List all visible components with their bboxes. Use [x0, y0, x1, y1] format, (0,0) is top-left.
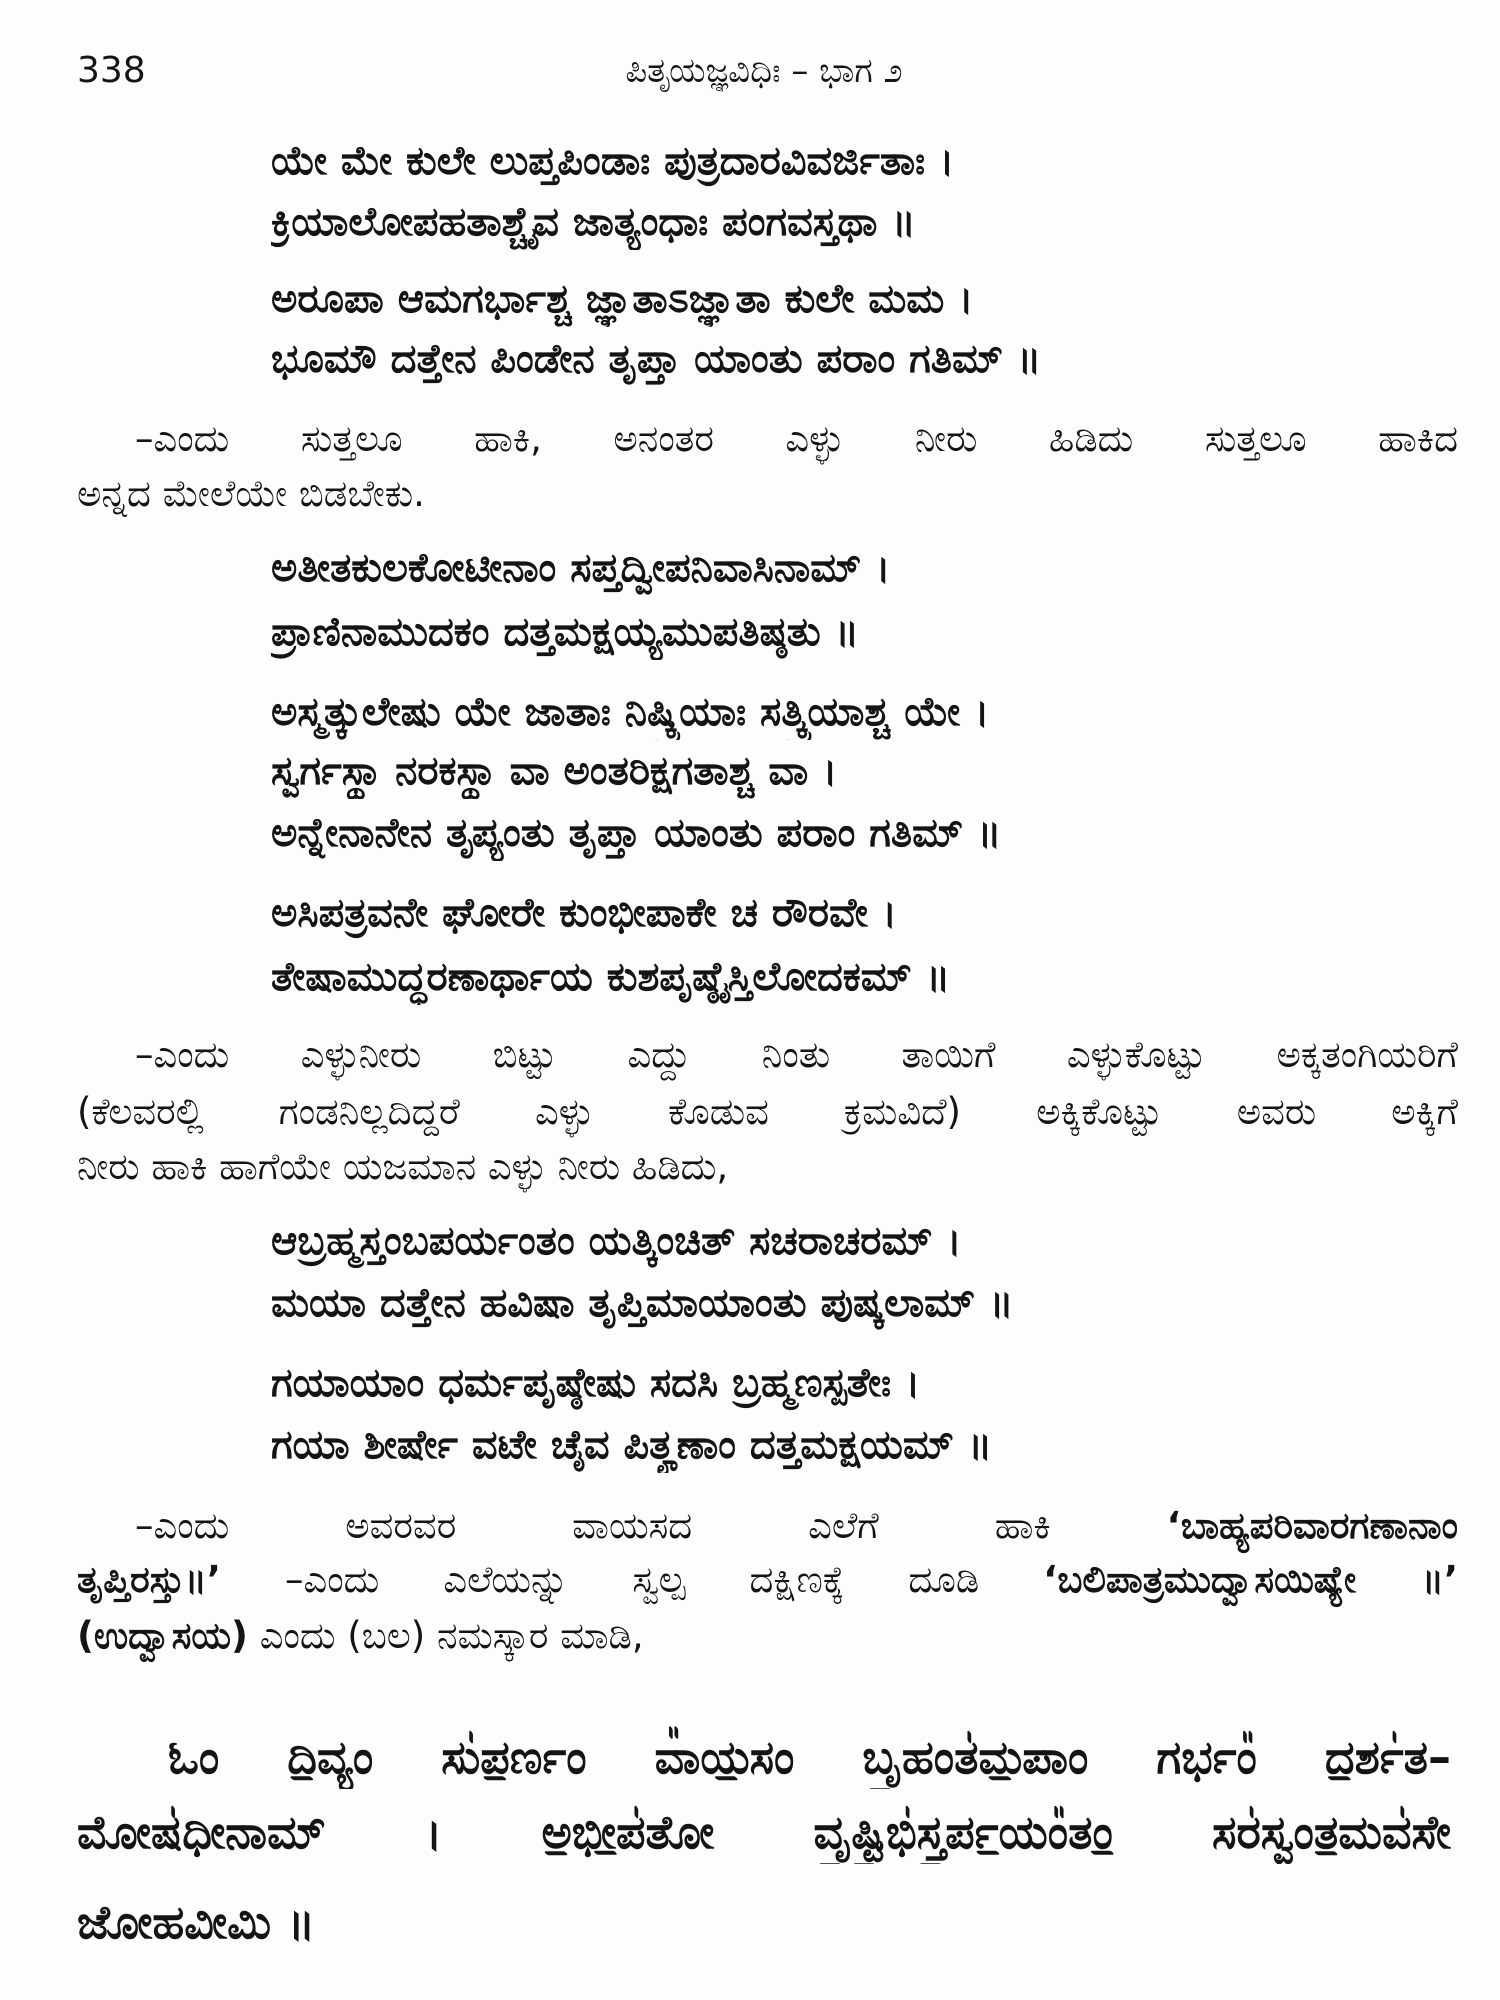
page-number: 338 [77, 50, 146, 91]
prose-1-line-1: –ಎಂದು ಸುತ್ತಲೂ ಹಾಕಿ, ಅನಂತರ ಎಳ್ಳು ನೀರು ಹಿಡಿದು ಸುತ್ತಲೂ ಹಾಕಿದ [135, 417, 1458, 460]
verse-4-line-2: ಸ್ವರ್ಗಸ್ಥಾ ನರಕಸ್ಥಾ ವಾ ಅಂತರಿಕ್ಷಗತಾಶ್ಚ ವಾ । [271, 748, 838, 794]
quoted-mantra-bold: ‘ಬಾಹ್ಯಪರಿವಾರಗಣಾನಾಂ [1166, 1504, 1458, 1547]
verse-5-line-2: ತೇಷಾಮುದ್ಧರಣಾರ್ಥಾಯ ಕುಶಪೃಷ್ಠೈಸ್ತಿಲೋದಕಮ್ ॥ [271, 954, 951, 1000]
verse-2-line-2: ಭೂಮೌ ದತ್ತೇನ ಪಿಂಡೇನ ತೃಪ್ತಾ ಯಾಂತು ಪರಾಂ ಗತಿಮ್ ॥ [271, 336, 1042, 382]
prose-3-line-2 [77, 1552, 1458, 1608]
verse-3-line-2: ಪ್ರಾಣಿನಾಮುದಕಂ ದತ್ತಮಕ್ಷಯ್ಯಮುಪತಿಷ್ಠತು ॥ [271, 609, 860, 655]
verse-7-line-2: ಗಯಾ ಶೀರ್ಷೇ ವಟೇ ಚೈವ ಪಿತೄಣಾಂ ದತ್ತಮಕ್ಷಯಮ್ ॥ [271, 1422, 993, 1468]
verse-4-line-1: ಅಸ್ಮತ್ಕುಲೇಷು ಯೇ ಜಾತಾಃ ನಿಷ್ಕ್ರಿಯಾಃ ಸತ್ಕ್ರಿಯಾಶ್ಚ ಯೇ । [271, 689, 990, 735]
prose-text: –ಎಂದು ಅವರವರ ವಾಯಸದ ಎಲೆಗೆ ಹಾಕಿ [135, 1504, 1051, 1547]
prose-3-line-3 [77, 1608, 1458, 1664]
prose-2-line-3: ನೀರು ಹಾಕಿ ಹಾಗೆಯೇ ಯಜಮಾನ ಎಳ್ಳು ನೀರು ಹಿಡಿದು, [77, 1145, 729, 1188]
mantra-line-1: ಓಂ ದಿ॒ವ್ಯಂ ಸು॑ಪ॒ರ್ಣಂ ವಾ᳚ಯ॒ಸಂ ಬೃ॒ಹಂತ॑ಮ॒ಪಾಂ ಗರ್ಭಂ᳚ ದ॒ರ್ಶ॑ತ– [168, 1730, 1451, 1784]
verse-2-line-1: ಅರೂಪಾ ಆಮಗರ್ಭಾಶ್ಚ ಜ್ಞಾತಾಽಜ್ಞಾತಾ ಕುಲೇ ಮಮ । [271, 276, 974, 322]
prose-2-line-1: –ಎಂದು ಎಳ್ಳುನೀರು ಬಿಟ್ಟು ಎದ್ದು ನಿಂತು ತಾಯಿಗೆ ಎಳ್ಳುಕೊಟ್ಟು ಅಕ್ಕತಂಗಿಯರಿಗೆ [135, 1033, 1458, 1076]
verse-4-line-3: ಅನ್ನೇನಾನೇನ ತೃಪ್ಯಂತು ತೃಪ್ತಾ ಯಾಂತು ಪರಾಂ ಗತಿಮ್ ॥ [271, 810, 1002, 856]
mantra-line-3: ಜೋಹವೀಮಿ ॥ [77, 1895, 316, 1949]
parenthetical-bold: (ಉದ್ವಾಸಯ) [77, 1614, 248, 1657]
prose-text: –ಎಂದು ಎಲೆಯನ್ನು ಸ್ವಲ್ಪ ದಕ್ಷಿಣಕ್ಕೆ ದೂಡಿ [284, 1558, 980, 1601]
verse-1-line-2: ಕ್ರಿಯಾಲೋಪಹತಾಶ್ಚೈವ ಜಾತ್ಯಂಧಾಃ ಪಂಗವಸ್ತಥಾ ॥ [271, 199, 916, 245]
quoted-mantra-bold: ‘ಬಲಿಪಾತ್ರಮುದ್ವಾಸಯಿಷ್ಯೇ ॥’ [1043, 1558, 1458, 1601]
verse-3-line-1: ಅತೀತಕುಲಕೋಟೀನಾಂ ಸಪ್ತದ್ವೀಪನಿವಾಸಿನಾಮ್ । [271, 545, 891, 591]
quoted-mantra-bold: ತೃಪ್ತಿರಸ್ತು॥’ [77, 1558, 221, 1601]
prose-1-line-2: ಅನ್ನದ ಮೇಲೆಯೇ ಬಿಡಬೇಕು. [77, 472, 425, 515]
running-header-title: ಪಿತೃಯಜ್ಞವಿಧಿಃ – ಭಾಗ ೨ [625, 51, 903, 91]
verse-7-line-1: ಗಯಾಯಾಂ ಧರ್ಮಪೃಷ್ಠೇಷು ಸದಸಿ ಬ್ರಹ್ಮಣಸ್ಪತೇಃ । [271, 1360, 921, 1406]
prose-3-line-1 [135, 1498, 1458, 1554]
verse-1-line-1: ಯೇ ಮೇ ಕುಲೇ ಲುಪ್ತಪಿಂಡಾಃ ಪುತ್ರದಾರವಿವರ್ಜಿತಾಃ । [271, 138, 955, 184]
prose-text: ಎಂದು (ಬಲ) ನಮಸ್ಕಾರ ಮಾಡಿ, [259, 1614, 644, 1657]
mantra-line-2: ಮೋಷ॑ಧೀನಾಮ್ । ಅ॒ಭೀ॒ಪ॑ತೋ ವೃ॒ಷ್ಟಿ॒ಭಿ॑ಸ್ತ॒ರ್ಪ॒ಯಂ᳚ತಂ॒ ಸರ॑ಸ್ವಂತ॒ಮವ॑ಸೇ [77, 1805, 1451, 1859]
prose-2-line-2: (ಕೆಲವರಲ್ಲಿ ಗಂಡನಿಲ್ಲದಿದ್ದರೆ ಎಳ್ಳು ಕೊಡುವ ಕ್ರಮವಿದೆ) ಅಕ್ಕಿಕೊಟ್ಟು ಅವರು ಅಕ್ಕಿಗೆ [77, 1090, 1458, 1133]
verse-6-line-1: ಆಬ್ರಹ್ಮಸ್ತಂಬಪರ್ಯಂತಂ ಯತ್ಕಿಂಚಿತ್ ಸಚರಾಚರಮ್ । [271, 1218, 962, 1264]
verse-5-line-1: ಅಸಿಪತ್ರವನೇ ಘೋರೇ ಕುಂಭೀಪಾಕೇ ಚ ರೌರವೇ । [271, 890, 897, 936]
verse-6-line-2: ಮಯಾ ದತ್ತೇನ ಹವಿಷಾ ತೃಪ್ತಿಮಾಯಾಂತು ಪುಷ್ಕಲಾಮ್ ॥ [271, 1280, 1014, 1326]
